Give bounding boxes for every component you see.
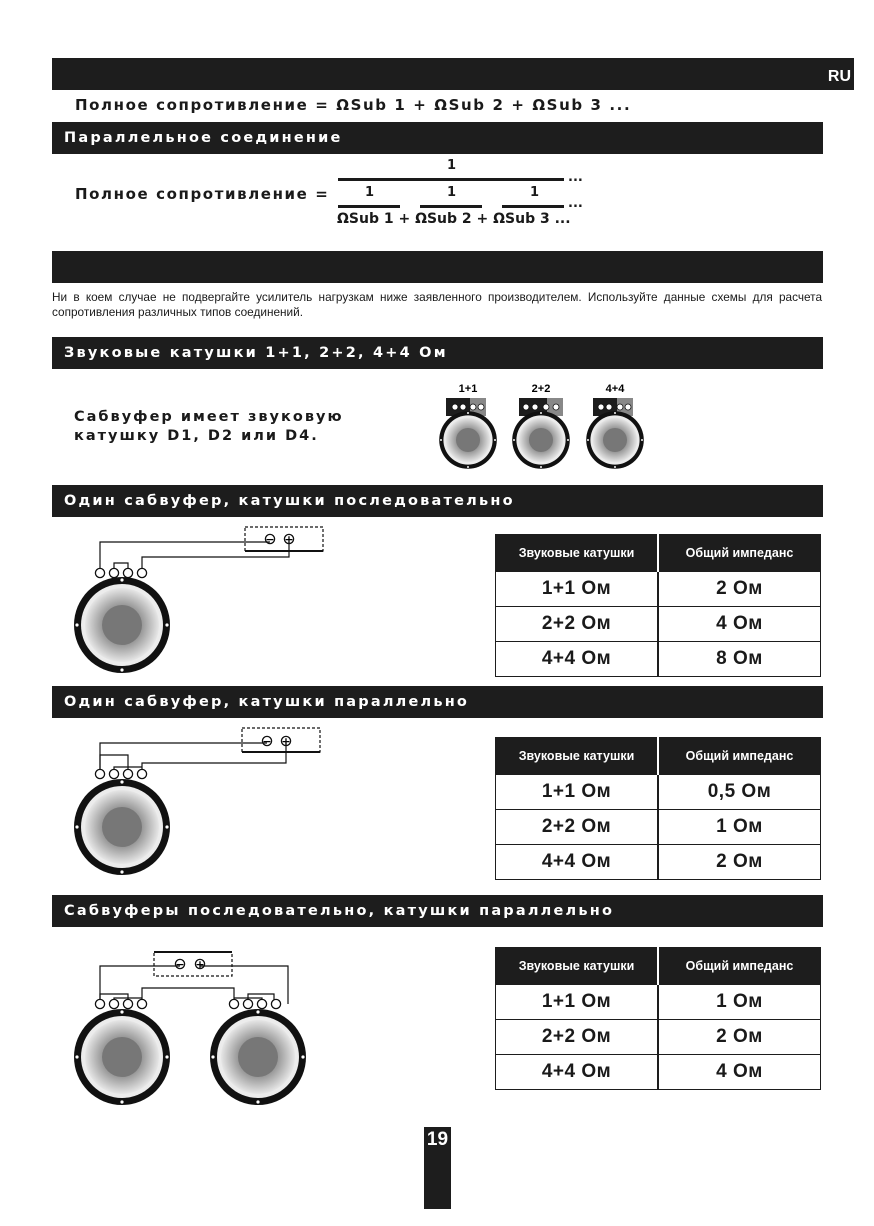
table-row: 2+2 Ом 2 Ом <box>496 1020 821 1055</box>
coils-title: Звуковые катушки 1+1, 2+2, 4+4 Ом <box>64 345 448 361</box>
warning-bar <box>52 251 823 283</box>
svg-text:+: + <box>195 958 205 971</box>
table-row: 4+4 Ом 2 Ом <box>496 845 821 880</box>
warning-text: Ни в коем случае не подвергайте усилитель нагрузкам ниже заявленного производителем. Используйте данные схемы для расчета сопротивления различных типов соединений. <box>52 290 822 319</box>
coil-note-line2: катушку D1, D2 или D4. <box>74 428 319 444</box>
unit-2: 1 <box>447 185 457 200</box>
table-row: 4+4 Ом 8 Ом <box>496 642 821 677</box>
table-header <box>496 535 821 572</box>
coil-type-2 <box>512 383 570 469</box>
coils-section-bar <box>52 337 823 369</box>
section1-bar <box>52 485 823 517</box>
table-row: 2+2 Ом 1 Ом <box>496 810 821 845</box>
fraction-line-main <box>338 178 564 181</box>
svg-text:−: − <box>175 958 185 971</box>
table-row: 2+2 Ом 4 Ом <box>496 607 821 642</box>
coil-types-diagram <box>430 378 670 474</box>
section3-table <box>495 947 821 1090</box>
table-row: 1+1 Ом 1 Ом <box>496 985 821 1020</box>
fraction-line-2 <box>420 205 482 208</box>
header-coils: Звуковые катушки <box>496 738 659 775</box>
table-header <box>496 738 821 775</box>
table-header <box>496 948 821 985</box>
section1-table <box>495 534 821 677</box>
coil-note <box>74 408 344 446</box>
table-row: 4+4 Ом 4 Ом <box>496 1055 821 1090</box>
coil-label-1: 1+1 <box>458 383 478 395</box>
header-impedance: Общий импеданс <box>658 535 821 572</box>
section1-wiring-diagram <box>70 525 340 675</box>
parallel-label: Полное сопротивление = <box>75 185 330 203</box>
section3-title: Сабвуферы последовательно, катушки параллельно <box>64 903 615 919</box>
coil-note-line1: Сабвуфер имеет звуковую <box>74 409 344 425</box>
svg-text:−: − <box>265 533 275 546</box>
table-row: 1+1 Ом 2 Ом <box>496 572 821 607</box>
language-tag: RU <box>827 68 851 85</box>
fraction-line-1 <box>338 205 400 208</box>
header-impedance: Общий импеданс <box>658 738 821 775</box>
series-formula: Полное сопротивление = ΩSub 1 + ΩSub 2 + ΩSub 3 ... <box>75 96 632 114</box>
parallel-title: Параллельное соединение <box>64 130 343 146</box>
unit-1: 1 <box>365 185 375 200</box>
page-number-tab <box>424 1127 451 1209</box>
parallel-denominator: ΩSub 1 + ΩSub 2 + ΩSub 3 ... <box>337 211 571 227</box>
dots-mid: ... <box>568 196 583 211</box>
coil-type-3 <box>586 383 644 469</box>
dots-top: ... <box>568 170 583 185</box>
unit-3: 1 <box>530 185 540 200</box>
section3-bar <box>52 895 823 927</box>
section2-title: Один сабвуфер, катушки параллельно <box>64 694 470 710</box>
language-tab <box>823 58 854 90</box>
svg-text:+: + <box>284 533 294 546</box>
header-coils: Звуковые катушки <box>496 948 659 985</box>
section3-wiring-diagram <box>70 940 320 1115</box>
section1-title: Один сабвуфер, катушки последовательно <box>64 493 515 509</box>
section2-bar <box>52 686 823 718</box>
parallel-numerator: 1 <box>447 158 457 173</box>
coil-label-2: 2+2 <box>531 383 551 395</box>
header-coils: Звуковые катушки <box>496 535 659 572</box>
coil-label-3: 4+4 <box>605 383 625 395</box>
page-number: 19 <box>426 1129 449 1150</box>
fraction-line-3 <box>502 205 564 208</box>
header-impedance: Общий импеданс <box>658 948 821 985</box>
section2-wiring-diagram <box>70 725 340 875</box>
svg-text:−: − <box>262 735 272 748</box>
coil-type-1 <box>439 383 497 469</box>
top-header-bar <box>52 58 823 90</box>
svg-text:+: + <box>281 735 291 748</box>
table-row: 1+1 Ом 0,5 Ом <box>496 775 821 810</box>
parallel-section-bar <box>52 122 823 154</box>
section2-table <box>495 737 821 880</box>
